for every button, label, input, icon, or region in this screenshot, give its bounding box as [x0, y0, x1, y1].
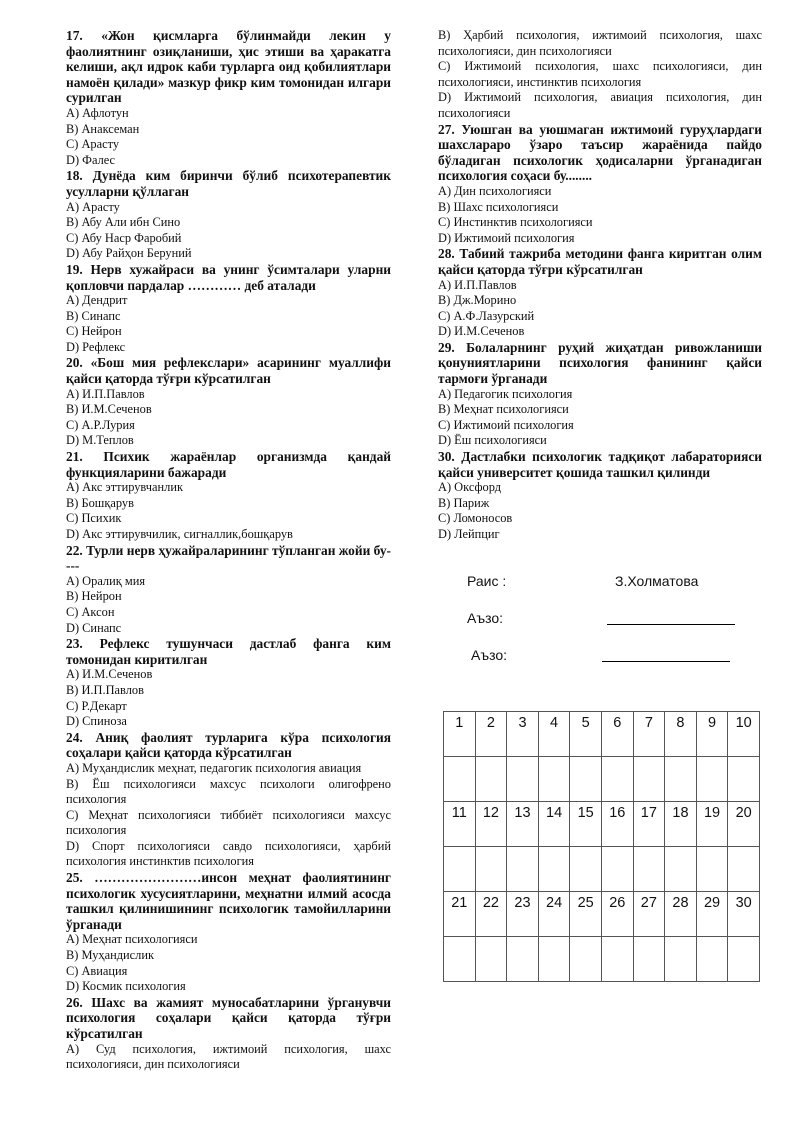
grid-cell-number: 11 [444, 802, 476, 847]
option-a: A) Меҳнат психологияси [66, 932, 198, 947]
option-c: C) Ижтимоий психология, шахс психологияси, дин психологияси, инстинктив психология [438, 59, 762, 89]
question-18 [66, 168, 391, 262]
option-b: B) Ҳарбий психология, ижтимоий психология, шахс психологияси, дин психологияси [438, 28, 762, 58]
grid-cell-answer [601, 847, 633, 892]
question-text: 18. Дунёда ким биринчи бўлиб психотерапевтик усулларни қўллаган [66, 168, 391, 199]
grid-cell-answer [601, 757, 633, 802]
grid-cell-number: 22 [475, 892, 507, 937]
chair-name: З.Холматова [615, 573, 699, 589]
option-a: A) Дин психологияси [438, 183, 552, 198]
option-d: D) Ижтимоий психология [438, 230, 575, 245]
option-c: C) Меҳнат психологияси тиббиёт психологияси махсус психология [66, 807, 391, 838]
option-a: A) Дендрит [66, 293, 128, 308]
grid-answer-row [444, 937, 760, 982]
option-d: D) Синапс [66, 620, 122, 635]
option-a: A) Акс эттирувчанлик [66, 480, 184, 495]
signature-line [607, 624, 735, 625]
option-a: A) Суд психология, ижтимоий психология, шахс психологияси, дин психологияси [66, 1041, 391, 1072]
option-d: D) Акс эттирувчилик, сигналлик,бошқарув [66, 527, 293, 541]
question-text: 17. «Жон қисмларга бўлинмайди лекин у фаолиятнинг озиқланиши, ҳис этиши ва ҳаракатга келиши, ақл идрок каби турларга оид қобилиятлари намоён қилади» мазкур фикр ким томонидан илгари сурилган [66, 28, 391, 106]
grid-cell-number: 5 [570, 712, 602, 757]
grid-cell-answer [570, 937, 602, 982]
grid-cell-answer [538, 757, 570, 802]
grid-answer-row [444, 757, 760, 802]
grid-cell-number: 9 [696, 712, 728, 757]
option-c: C) Авиация [66, 963, 128, 978]
grid-number-row [444, 802, 760, 847]
option-d: D) Спорт психологияси савдо психологияси, ҳарбий психология инстинктив психология [66, 838, 391, 869]
question-21 [66, 449, 391, 543]
option-a: A) Афлотун [66, 105, 129, 120]
grid-cell-number: 24 [538, 892, 570, 937]
question-29 [438, 340, 762, 449]
option-c: C) Р.Декарт [66, 698, 127, 713]
grid-answer-row [444, 847, 760, 892]
question-26 [66, 995, 391, 1073]
grid-cell-answer [475, 757, 507, 802]
question-23 [66, 636, 391, 730]
signature-line [602, 661, 730, 662]
option-a: A) Муҳандислик меҳнат, педагогик психология авиация [66, 760, 362, 775]
option-c: C) Ломоносов [438, 511, 513, 526]
grid-cell-answer [570, 757, 602, 802]
grid-cell-answer [444, 937, 476, 982]
grid-cell-number: 4 [538, 712, 570, 757]
grid-cell-number: 28 [665, 892, 697, 937]
option-b: B) Дж.Морино [438, 293, 517, 308]
option-c: C) Абу Наср Фаробий [66, 230, 182, 245]
question-text: 29. Болаларнинг руҳий жиҳатдан ривожланиши қонуниятларини психология фанининг қайси тармоғи ўрганади [438, 339, 762, 387]
grid-cell-answer [665, 937, 697, 982]
grid-cell-number: 30 [728, 892, 760, 937]
grid-cell-number: 2 [475, 712, 507, 757]
option-c: C) Ижтимоий психология [438, 417, 574, 432]
option-a: A) И.П.Павлов [438, 277, 517, 292]
option-b: B) Муҳандислик [66, 948, 154, 963]
grid-cell-answer [728, 847, 760, 892]
option-d: D) Лейпциг [438, 527, 500, 541]
grid-cell-answer [633, 937, 665, 982]
question-text: 21. Психик жараёнлар организмда қандай функцияларини бажаради [66, 449, 391, 480]
option-b: B) Меҳнат психологияси [438, 402, 569, 417]
grid-cell-answer [728, 757, 760, 802]
option-a: A) И.М.Сеченов [66, 667, 153, 682]
question-text: 27. Уюшган ва уюшмаган ижтимоий гуруҳлардаги шахслараро ўзаро таъсир жараёнида пайдо бўладиган психологик ҳодисаларни ўрганадиган психология соҳаси бу........ [438, 121, 762, 184]
question-text: 20. «Бош мия рефлекслари» асарининг муаллифи қайси қаторда тўғри кўрсатилган [66, 355, 391, 387]
grid-cell-number: 6 [601, 712, 633, 757]
grid-cell-number: 29 [696, 892, 728, 937]
left-column [66, 28, 391, 1073]
option-d: D) Ёш психологияси [438, 433, 547, 448]
option-d: D) И.М.Сеченов [438, 324, 525, 339]
grid-cell-number: 20 [728, 802, 760, 847]
grid-cell-answer [507, 937, 539, 982]
option-d: D) Фалес [66, 152, 116, 167]
question-text: 23. Рефлекс тушунчаси дастлаб фанга ким томонидан киритилган [66, 636, 391, 667]
grid-cell-number: 7 [633, 712, 665, 757]
grid-cell-number: 27 [633, 892, 665, 937]
question-27 [438, 122, 762, 247]
grid-number-row [444, 892, 760, 937]
question-22 [66, 543, 391, 637]
question-24 [66, 730, 391, 870]
option-b: B) Париж [438, 495, 490, 510]
grid-cell-number: 1 [444, 712, 476, 757]
option-c: C) А.Ф.Лазурский [438, 308, 535, 323]
option-b: B) И.П.Павлов [66, 682, 144, 697]
grid-cell-number: 26 [601, 892, 633, 937]
grid-cell-number: 15 [570, 802, 602, 847]
option-a: A) Оксфорд [438, 480, 502, 495]
grid-cell-answer [665, 757, 697, 802]
option-c: C) Психик [66, 511, 122, 526]
option-c: C) А.Р.Лурия [66, 417, 135, 432]
member-label: Аъзо: [471, 647, 508, 663]
option-b: B) И.М.Сеченов [66, 402, 152, 417]
grid-cell-number: 13 [507, 802, 539, 847]
option-d: D) Абу Райҳон Беруний [66, 246, 192, 261]
grid-cell-answer [696, 937, 728, 982]
option-a: A) Арасту [66, 199, 120, 214]
grid-cell-answer [696, 757, 728, 802]
question-text: 25. ……………………инсон меҳнат фаолиятининг психологик хусусиятларини, меҳнатни илмий асосда ташкил қилинишининг психологик тамойилларини ўрганади [66, 870, 391, 932]
option-d: D) Рефлекс [66, 339, 126, 354]
question-text: 24. Аниқ фаолият турларига кўра психология соҳалари қайси қаторда кўрсатилган [66, 729, 391, 761]
option-b: B) Синапс [66, 308, 121, 323]
grid-cell-answer [633, 757, 665, 802]
grid-cell-answer [665, 847, 697, 892]
grid-cell-answer [696, 847, 728, 892]
grid-cell-answer [728, 937, 760, 982]
grid-cell-number: 25 [570, 892, 602, 937]
grid-number-row [444, 712, 760, 757]
grid-cell-answer [475, 937, 507, 982]
grid-cell-number: 19 [696, 802, 728, 847]
grid-cell-answer [475, 847, 507, 892]
grid-cell-number: 21 [444, 892, 476, 937]
question-20 [66, 355, 391, 449]
member-label: Аъзо: [467, 610, 504, 626]
question-text: 26. Шахс ва жамият муносабатларини ўрганувчи психология соҳалари қайси қаторда тўғри кўрсатилган [66, 994, 391, 1041]
grid-cell-number: 10 [728, 712, 760, 757]
option-a: A) И.П.Павлов [66, 386, 145, 401]
grid-cell-answer [507, 757, 539, 802]
grid-cell-number: 3 [507, 712, 539, 757]
question-19 [66, 262, 391, 356]
grid-cell-answer [444, 847, 476, 892]
option-b: B) Абу Али ибн Сино [66, 215, 181, 230]
question-17 [66, 28, 391, 168]
grid-cell-number: 14 [538, 802, 570, 847]
answer-grid [443, 711, 760, 982]
option-c: C) Нейрон [66, 324, 122, 339]
grid-cell-number: 12 [475, 802, 507, 847]
question-25 [66, 870, 391, 995]
grid-cell-number: 17 [633, 802, 665, 847]
question-text: 19. Нерв хужайраси ва унинг ўсимталари уларни қопловчи пардалар ………… деб аталади [66, 261, 391, 293]
grid-cell-answer [601, 937, 633, 982]
grid-cell-number: 8 [665, 712, 697, 757]
grid-cell-number: 23 [507, 892, 539, 937]
option-d: D) Ижтимоий психология, авиация психология, дин психологияси [438, 90, 762, 120]
option-d: D) Спиноза [66, 714, 127, 729]
grid-cell-answer [444, 757, 476, 802]
option-d: D) Космик психология [66, 979, 186, 994]
grid-cell-number: 18 [665, 802, 697, 847]
question-text: 28. Табиий тажриба методини фанга киритган олим қайси қаторда тўғри кўрсатилган [438, 246, 762, 277]
option-c: C) Аксон [66, 604, 115, 619]
option-b: B) Бошқарув [66, 495, 134, 510]
chair-label: Раис : [467, 573, 507, 589]
question-text: 30. Дастлабки психологик тадқиқот лабараторияси қайси университет қошида ташкил қилинди [438, 449, 762, 480]
question-30 [438, 449, 762, 543]
option-a: A) Педагогик психология [438, 386, 573, 401]
option-b: B) Нейрон [66, 589, 122, 604]
question-26-continued [438, 28, 762, 122]
grid-cell-answer [633, 847, 665, 892]
option-b: B) Шахс психологияси [438, 199, 559, 214]
question-text: 22. Турли нерв ҳужайраларининг тўпланган жойи бу---- [66, 542, 391, 574]
grid-cell-number: 16 [601, 802, 633, 847]
question-28 [438, 246, 762, 340]
option-c: C) Арасту [66, 137, 120, 152]
right-column [438, 28, 762, 543]
option-c: C) Инстинктив психологияси [438, 215, 593, 230]
grid-cell-answer [507, 847, 539, 892]
grid-cell-answer [570, 847, 602, 892]
grid-cell-answer [538, 847, 570, 892]
option-d: D) М.Теплов [66, 433, 134, 448]
option-a: A) Оралиқ мия [66, 573, 146, 588]
option-b: B) Ёш психологияси махсус психологи олигофрено психология [66, 776, 391, 807]
grid-cell-answer [538, 937, 570, 982]
option-b: B) Анаксеман [66, 121, 140, 136]
